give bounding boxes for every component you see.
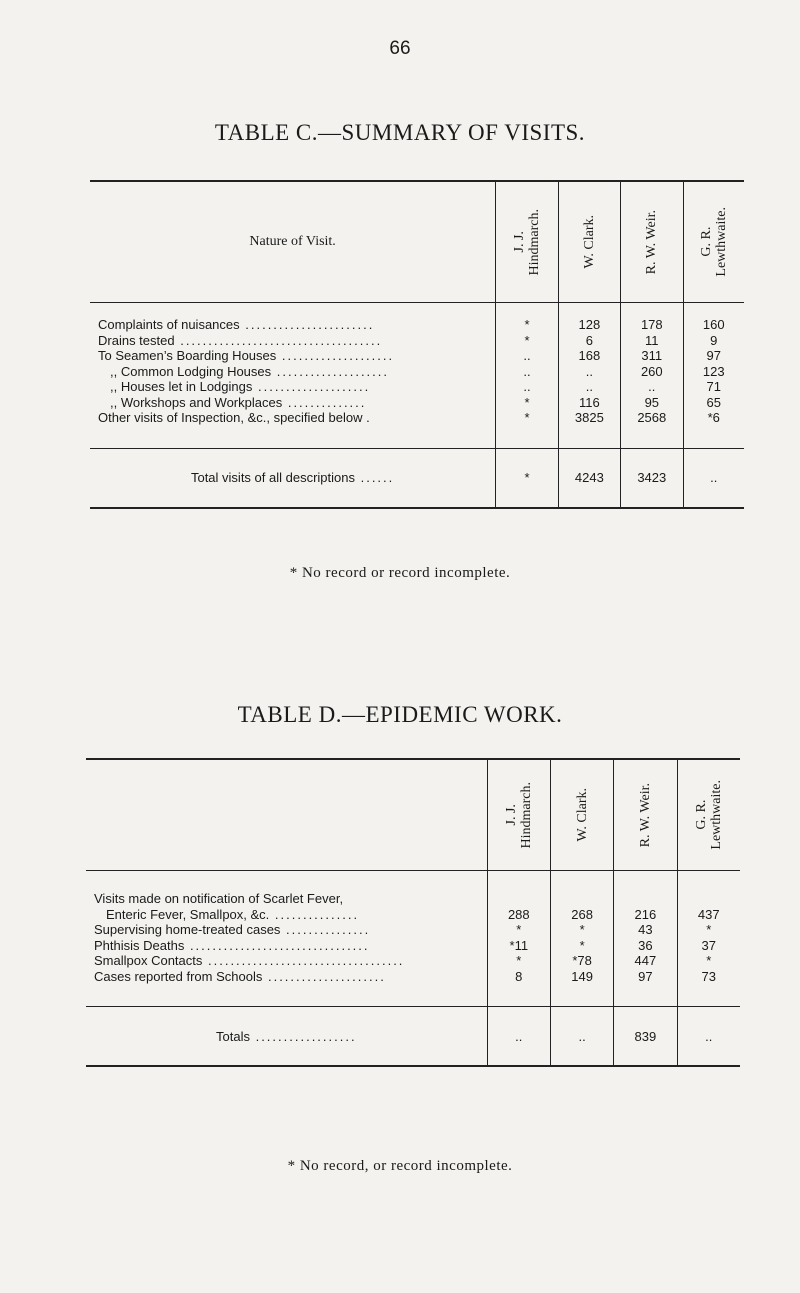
row-label: Cases reported from Schools ..................... — [94, 968, 386, 984]
table-d-header-row — [86, 759, 740, 871]
cell: * — [524, 410, 530, 425]
cell: .. — [523, 363, 531, 379]
cell: 447 — [634, 953, 657, 968]
cell: .. — [585, 363, 593, 379]
cell: 2568 — [637, 410, 667, 425]
total-cell: * — [496, 448, 558, 508]
cell: 168 — [578, 348, 601, 363]
cell: 128 — [578, 317, 601, 332]
cell: * — [524, 332, 530, 348]
cell: * — [579, 937, 585, 953]
row-label: ,, Workshops and Workplaces .............. — [110, 394, 367, 410]
table-c-footnote: * No record or record incomplete. — [289, 565, 511, 581]
cell: 71 — [706, 379, 721, 394]
column-header-hindmarch: J. J. Hindmarch. — [496, 181, 558, 303]
table-d-footnote: * No record, or record incomplete. — [287, 1158, 513, 1174]
row-label: To Seamen’s Boarding Houses .................... — [98, 348, 395, 363]
row-label: Drains tested .................................... — [98, 332, 383, 348]
cell: * — [524, 317, 530, 332]
cell: 116 — [579, 394, 600, 410]
row-label: Smallpox Contacts ................................... — [94, 953, 405, 968]
cell: 95 — [644, 394, 660, 410]
table-c-col-lewthwaite — [683, 303, 744, 449]
table-c-title: TABLE C.—SUMMARY OF VISITS. — [214, 120, 586, 145]
cell: 9 — [710, 332, 718, 348]
cell: 65 — [706, 394, 721, 410]
total-label: Totals .................. — [86, 1007, 487, 1067]
cell: 8 — [515, 968, 523, 984]
cell: * — [516, 922, 522, 937]
cell: .. — [523, 348, 531, 363]
table-c-col-weir — [621, 303, 683, 449]
total-cell: 839 — [614, 1007, 677, 1067]
cell: 260 — [640, 363, 663, 379]
total-cell: 3423 — [621, 448, 683, 508]
cell: 268 — [571, 906, 593, 922]
cell — [551, 891, 613, 907]
cell: 437 — [697, 906, 720, 922]
cell: 73 — [701, 968, 716, 984]
cell: 311 — [641, 348, 663, 363]
table-c-header-row — [90, 181, 744, 303]
cell: 11 — [645, 332, 659, 348]
cell: 97 — [638, 968, 653, 984]
cell: *11 — [509, 937, 529, 953]
column-header-lewthwaite: G. R. Lewthwaite. — [677, 759, 740, 871]
column-header-weir: R. W. Weir. — [621, 181, 683, 303]
row-label: Visits made on notification of Scarlet Fever, — [94, 891, 344, 906]
cell: .. — [648, 379, 656, 394]
table-d-col-clark — [551, 871, 614, 1007]
column-header-weir: R. W. Weir. — [614, 759, 677, 871]
column-header-clark: W. Clark. — [551, 759, 614, 871]
cell: * — [516, 953, 522, 968]
row-label: ,, Houses let in Lodgings .................... — [110, 379, 371, 394]
cell: * — [579, 922, 585, 937]
cell — [614, 891, 676, 907]
total-label: Total visits of all descriptions ...... — [90, 448, 496, 508]
table-d — [86, 758, 740, 1067]
row-label: Phthisis Deaths ................................ — [94, 937, 370, 953]
total-cell: .. — [487, 1007, 550, 1067]
nature-of-visit-header: Nature of Visit. — [90, 181, 496, 303]
cell — [678, 891, 740, 907]
cell: 149 — [571, 968, 593, 984]
cell: .. — [585, 379, 593, 394]
table-c-body — [90, 303, 744, 449]
cell: 37 — [701, 937, 716, 953]
cell: 216 — [634, 906, 657, 922]
column-header-hindmarch: J. J. Hindmarch. — [487, 759, 550, 871]
cell: *6 — [707, 410, 720, 425]
table-d-title: TABLE D.—EPIDEMIC WORK. — [237, 702, 563, 727]
total-cell: 4243 — [558, 448, 620, 508]
cell: 97 — [706, 348, 721, 363]
cell: * — [706, 922, 712, 937]
table-d-labels — [86, 871, 487, 1007]
cell: 43 — [638, 922, 653, 937]
table-c-labels — [90, 303, 496, 449]
table-d-col-weir — [614, 871, 677, 1007]
empty-header-cell — [86, 759, 487, 871]
table-c — [90, 180, 744, 509]
cell: 36 — [638, 937, 653, 953]
cell: 178 — [640, 317, 663, 332]
row-label: Complaints of nuisances ....................... — [98, 317, 375, 332]
table-d-col-lewthwaite — [677, 871, 740, 1007]
cell: *78 — [572, 953, 592, 968]
table-c-total-row — [90, 448, 744, 508]
cell: 3825 — [574, 410, 604, 425]
cell: * — [706, 953, 712, 968]
cell: 160 — [702, 317, 725, 332]
cell: * — [524, 394, 530, 410]
cell — [488, 891, 550, 907]
page-number: 66 — [389, 38, 411, 59]
cell: 123 — [702, 363, 725, 379]
cell: 6 — [585, 332, 593, 348]
row-label: ,, Common Lodging Houses .................... — [110, 363, 390, 379]
total-cell: .. — [551, 1007, 614, 1067]
total-cell: .. — [683, 448, 744, 508]
column-header-lewthwaite: G. R. Lewthwaite. — [683, 181, 744, 303]
cell: 288 — [507, 906, 530, 922]
row-label: Other visits of Inspection, &c., specified below . — [98, 410, 370, 425]
table-c-col-clark — [558, 303, 620, 449]
table-d-col-hindmarch — [487, 871, 550, 1007]
table-d-body — [86, 871, 740, 1007]
row-label: Supervising home-treated cases ............... — [94, 922, 371, 937]
table-d-total-row — [86, 1007, 740, 1067]
row-label: Enteric Fever, Smallpox, &c. ............... — [106, 906, 360, 922]
table-c-col-hindmarch — [496, 303, 558, 449]
cell: .. — [523, 379, 531, 394]
total-cell: .. — [677, 1007, 740, 1067]
column-header-clark: W. Clark. — [558, 181, 620, 303]
